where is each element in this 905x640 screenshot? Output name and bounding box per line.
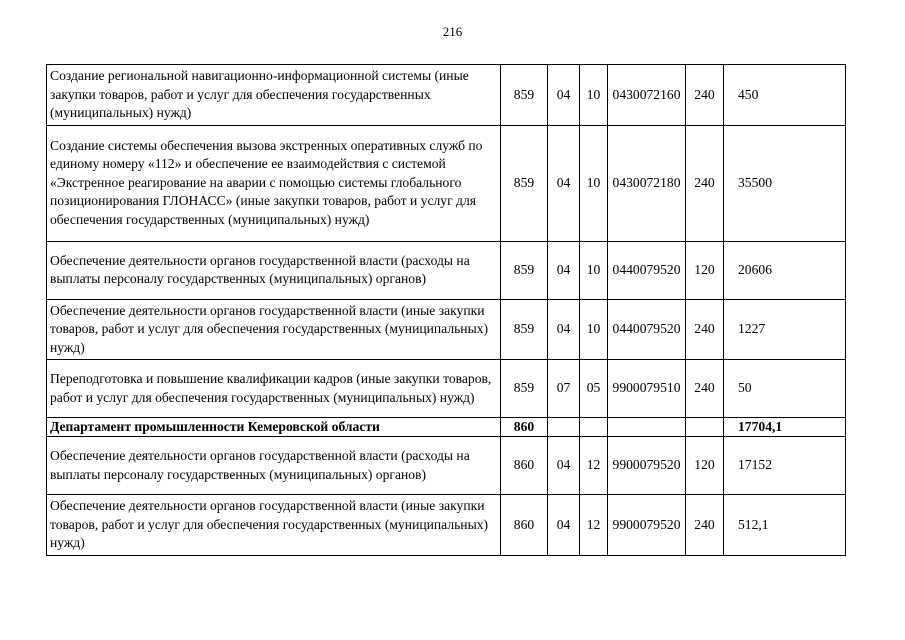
subsection-code: 10 bbox=[580, 299, 608, 360]
row-description: Переподготовка и повышение квалификации кадров (иные закупки товаров, работ и услуг для обеспечения государственных (муниципальных) нужд) bbox=[47, 360, 501, 418]
amount: 35500 bbox=[724, 125, 846, 241]
target-item-code: 0430072180 bbox=[608, 125, 686, 241]
target-item-code: 9900079510 bbox=[608, 360, 686, 418]
target-item-code: 0440079520 bbox=[608, 241, 686, 299]
section-code: 04 bbox=[548, 495, 580, 556]
ministry-code: 859 bbox=[501, 299, 548, 360]
table-row bbox=[47, 360, 846, 418]
amount: 512,1 bbox=[724, 495, 846, 556]
table-row bbox=[47, 241, 846, 299]
ministry-code: 859 bbox=[501, 360, 548, 418]
row-description: Создание региональной навигационно-информационной системы (иные закупки товаров, работ и услуг для обеспечения государственных (муниципальных) нужд) bbox=[47, 65, 501, 126]
expense-type-code bbox=[686, 418, 724, 437]
expense-type-code: 240 bbox=[686, 125, 724, 241]
subsection-code: 12 bbox=[580, 495, 608, 556]
section-code: 07 bbox=[548, 360, 580, 418]
expense-type-code: 240 bbox=[686, 65, 724, 126]
subsection-code: 10 bbox=[580, 125, 608, 241]
table-row bbox=[47, 125, 846, 241]
subsection-code: 12 bbox=[580, 437, 608, 495]
amount: 1227 bbox=[724, 299, 846, 360]
ministry-code: 859 bbox=[501, 65, 548, 126]
expense-type-code: 240 bbox=[686, 360, 724, 418]
section-code: 04 bbox=[548, 125, 580, 241]
department-name: Департамент промышленности Кемеровской области bbox=[47, 418, 501, 437]
row-description: Обеспечение деятельности органов государственной власти (иные закупки товаров, работ и услуг для обеспечения государственных (муниципальных) нужд) bbox=[47, 495, 501, 556]
expense-type-code: 240 bbox=[686, 495, 724, 556]
row-description: Обеспечение деятельности органов государственной власти (расходы на выплаты персоналу государственных (муниципальных) органов) bbox=[47, 437, 501, 495]
ministry-code: 860 bbox=[501, 418, 548, 437]
section-code: 04 bbox=[548, 65, 580, 126]
budget-table bbox=[46, 64, 846, 556]
amount: 50 bbox=[724, 360, 846, 418]
row-description: Обеспечение деятельности органов государственной власти (иные закупки товаров, работ и услуг для обеспечения государственных (муниципальных) нужд) bbox=[47, 299, 501, 360]
expense-type-code: 120 bbox=[686, 241, 724, 299]
section-code: 04 bbox=[548, 437, 580, 495]
subsection-code: 10 bbox=[580, 65, 608, 126]
amount: 20606 bbox=[724, 241, 846, 299]
section-code: 04 bbox=[548, 241, 580, 299]
expense-type-code: 240 bbox=[686, 299, 724, 360]
page-number: 216 bbox=[442, 24, 463, 39]
target-item-code: 9900079520 bbox=[608, 437, 686, 495]
section-code: 04 bbox=[548, 299, 580, 360]
subsection-code: 05 bbox=[580, 360, 608, 418]
subsection-code: 10 bbox=[580, 241, 608, 299]
ministry-code: 860 bbox=[501, 437, 548, 495]
target-item-code: 0440079520 bbox=[608, 299, 686, 360]
subsection-code bbox=[580, 418, 608, 437]
target-item-code: 9900079520 bbox=[608, 495, 686, 556]
department-row bbox=[47, 418, 846, 437]
target-item-code: 0430072160 bbox=[608, 65, 686, 126]
table-row bbox=[47, 299, 846, 360]
table-row bbox=[47, 437, 846, 495]
row-description: Обеспечение деятельности органов государственной власти (расходы на выплаты персоналу государственных (муниципальных) органов) bbox=[47, 241, 501, 299]
amount: 450 bbox=[724, 65, 846, 126]
ministry-code: 859 bbox=[501, 125, 548, 241]
amount: 17152 bbox=[724, 437, 846, 495]
expense-type-code: 120 bbox=[686, 437, 724, 495]
table-row bbox=[47, 65, 846, 126]
table-row bbox=[47, 495, 846, 556]
ministry-code: 860 bbox=[501, 495, 548, 556]
ministry-code: 859 bbox=[501, 241, 548, 299]
section-code bbox=[548, 418, 580, 437]
row-description: Создание системы обеспечения вызова экстренных оперативных служб по единому номеру «112» и обеспечение ее взаимодействия с системой «Экстренное реагирование на аварии с помощью системы глобального позиционирования ГЛОНАСС» (иные закупки товаров, работ и услуг для обеспечения государственных (муниципальных) нужд) bbox=[47, 125, 501, 241]
department-total: 17704,1 bbox=[724, 418, 846, 437]
target-item-code bbox=[608, 418, 686, 437]
